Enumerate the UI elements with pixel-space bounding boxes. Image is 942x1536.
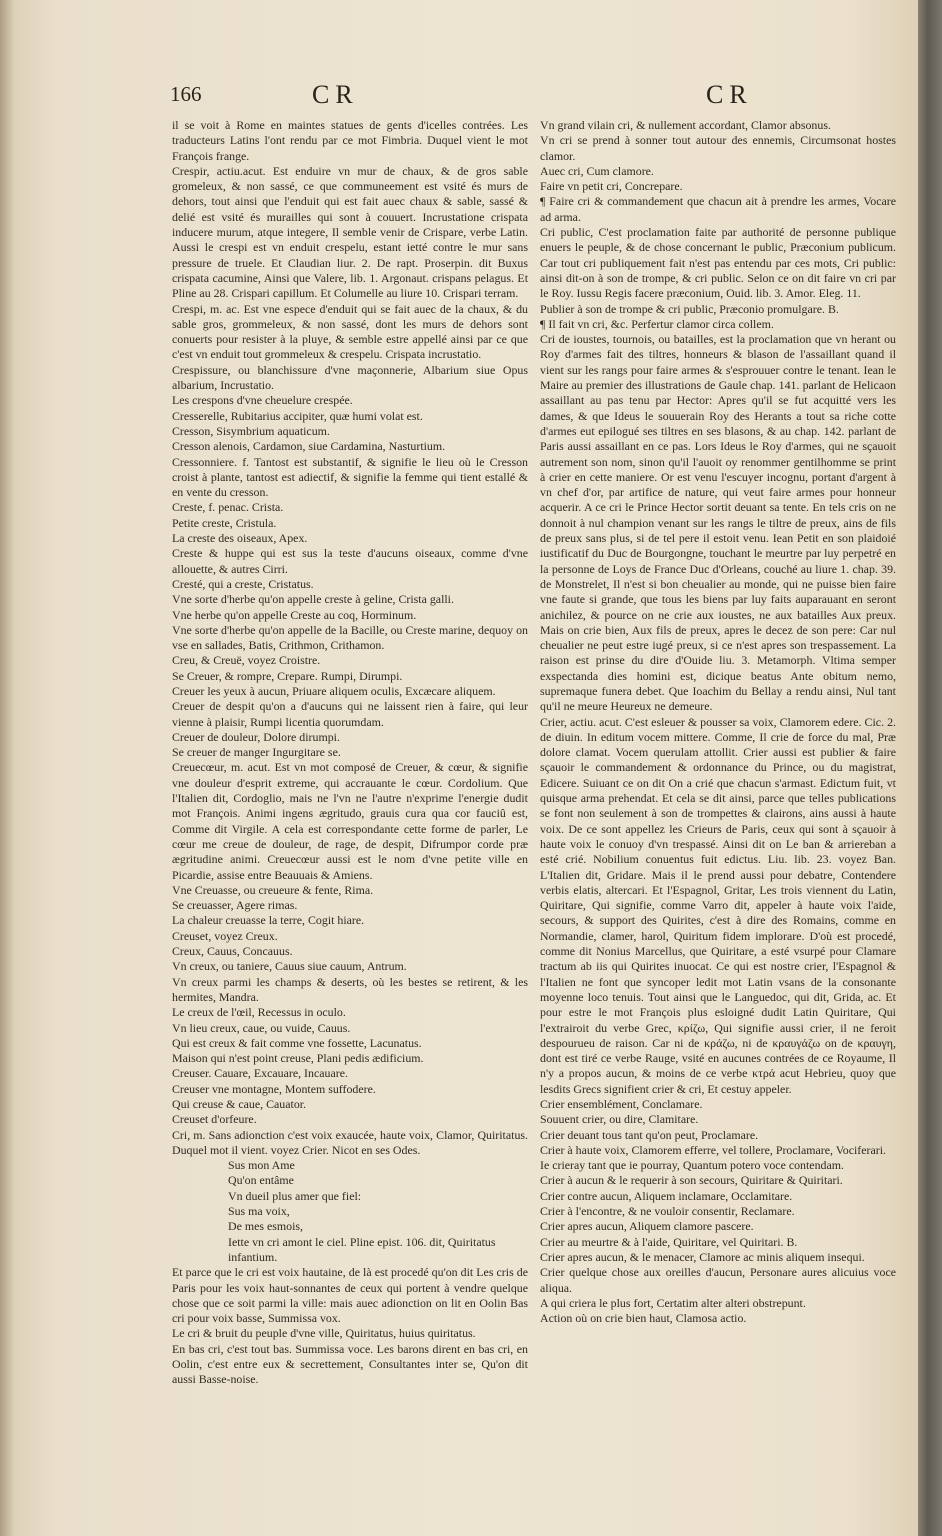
entry-text: Creux, Cauus, Concauus.	[172, 944, 293, 959]
entry-text: Vne herbe qu'on appelle Creste au coq, Horminum.	[172, 607, 417, 622]
entry-text: Crespissure, ou blanchissure d'vne maçonnerie, Albarium siue Opus albarium, Incrustatio.	[172, 362, 528, 393]
entry-text: Faire vn petit cri, Concrepare.	[540, 179, 683, 194]
entry-text: Cri de ioustes, tournois, ou batailles, est la proclamation que vn herant ou Roy d'armes fait des tiltres, honneurs & blason de l'assaillant quand il vient sur les rangs pour faire armes & s'esprouuer contre le tenant. Iean le Maire au premier des illustrations de Gaule chap. 141. parlant de Helicaon assaillant au pas tenu par Hector: Apres qu'il se fut acquitté vers les dames, & que Ideus le souuerain Roy des Herants a tout sa riche cotte d'armes eut epilogué ses tiltres en ses blasons, & au chap. 142. parlant de Paris aussi assaillant en ce pas. Lors Ideus le Roy d'armes, qui ne sçauoit autrement son nom, sinon qu'il l'auoit oy renommer gentilhomme se print à crier en cette maniere. Or est venu l'escuyer incognu, portant d'argent à vn chef d'or, par artifice de nature, qui veut faire armes pour honneur acquerir. A ce cri le Prince Hector sortit deuant sa tente. En tels cris on ne donnoit à nul champion venant sur les rangs le tiltre de preux, ains de fils de preux sans plus, si de tel pere il estoit venu. Iean Petit en son plaidoié iustificatif du Duc de Bourgongne, touchant le meurtre par luy perpetré en la personne de Loys de France Duc d'Orleans, couché au liure 1. chap. 39. de Monstrelet, Il n'est si bon cheualier au monde, qui ne puisse bien faire vne faute si grande, que tous les biens par luy faits auparauant en seront anichilez, & pource on ne crie aux ioustes, ne aux batailles Aux preux. Mais on crie bien, Aux fils de preux, apres le decez de son pere: Car nul cheualier ne peut estre iugé preux, si ce n'est apres son trespassement. La raison est prinse du dire d'Ouide liu. 3. Metamorph. Vltima semper exspectanda dies homini est, dicique beatus Ante obitum nemo, supremaque funera debet. Que Ioachim du Bellay a rendu ainsi, Nul tant qu'il ne meure Heureux ne demeure.	[540, 332, 896, 714]
entry-text: Auec cri, Cum clamore.	[540, 163, 654, 178]
entry-text: Creste, f. penac. Crista.	[172, 500, 284, 515]
entry-text: Se creuasser, Agere rimas.	[172, 898, 298, 913]
entry-text: Cri, m. Sans adionction c'est voix exaucée, haute voix, Clamor, Quiritatus. Duquel mot il vient. voyez Crier. Nicot en ses Odes.	[172, 1127, 528, 1157]
entry-text: Petite creste, Cristula.	[172, 515, 277, 530]
entry-text: A qui criera le plus fort, Certatim alter alteri obstrepunt.	[540, 1295, 806, 1310]
verse-line: Iette vn cri amont le ciel. Pline epist. 106. dit, Quiritatus infantium.	[228, 1234, 496, 1264]
running-head-right: CR	[706, 80, 753, 109]
entry-text: En bas cri, c'est tout bas. Summissa voce. Les barons dirent en bas cri, en Oolin, c'est entre eux & secrettement, Consultantes inter se, Qu'on dit aussi Basse-noise.	[172, 1341, 528, 1387]
entry-text: Souuent crier, ou dire, Clamitare.	[540, 1112, 699, 1127]
entry-text: Vn grand vilain cri, & nullement accordant, Clamor absonus.	[540, 118, 831, 132]
entry-text: Ie crieray tant que ie pourray, Quantum potero voce contendam.	[540, 1158, 844, 1173]
entry-text: ¶ Faire cri & commandement que chacun ait à prendre les armes, Vocare ad arma.	[540, 194, 896, 224]
entry-text: Crier au meurtre & à l'aide, Quiritare, vel Quiritari. B.	[540, 1234, 798, 1249]
entry-text: Qui creuse & caue, Cauator.	[172, 1097, 307, 1111]
entry-text: Crier, actiu. acut. C'est esleuer & pousser sa voix, Clamorem edere. Cic. 2. de diuin. In editum vocem mittere. Comme, Il crie de force du mal, Præ dolore clamat. Vocem querulam attollit. Crier aussi est publier & faire sçauoir le commandement & ordonnance du Prince, ou du magistrat, Edicere. Suiuant ce on dit On a crié que chacun s'armast. Edictum fuit, vt quisque arma prehendat. Et cela se dit ainsi, parce que telles publications se font non seulement à son de trompettes & clairons, ains aussi à haute voix. De ce sont appellez les Crieurs de Paris, ceux qui sont à sçauoir à haute voix le conuoy d'vn trespassé. Ainsi dit on Le ban & arriereban a esté crié. Nobilium conuentus fuit edictus. Liu. lib. 23. voyez Ban. L'Italien dit, Gridare. Mais il le prend aussi pour debatre, Contendere verbis elatis, altercari. Et l'Espagnol, Gritar, Les trois viennent du Latin, Quiritare, Qui signifie, comme Varro dit, appeler à haute voix l'aide, secours, & support des Quirites, c'est à dire des Romains, comme en Normandie, clamer, harol, Quiritum fidem implorare. D'où est procedé, comme dit Nonius Marcellus, que Quiritare, a esté vsurpé pour Clamare tractum ab iis qui Quirites inuocat. Ce qui est nostre crier, l'Espagnol & l'Italien ne font que syncoper ledit mot Latin vsans de la consonante moyenne loco tenuis. Tout ainsi que le Languedoc, qui dit, Grida, ac. Et pour estre le mot François plus esloigné dudit Latin Quiritare, Qui l'extrairoit du verbe Grec, κρίζω, Qui signifie aussi crier, il ne feroit despourueu de raison. Car ni de κράζω, ni de κραυγάζω on de κραυγη, dont est tiré ce verbe Rauge, vsité en aucunes contrées de ce Royaume, Il n'y a propos aucun, & moins de ce verbe κτρά acut Hebrieu, quoy que lesdits Grecs signifient crier & cri, Et cestuy appeler.	[540, 714, 896, 1096]
entry-text: Crier deuant tous tant qu'on peut, Proclamare.	[540, 1127, 759, 1142]
entry-text: Publier à son de trompe & cri public, Præconio promulgare. B.	[540, 301, 839, 316]
verse-line: Sus ma voix,	[228, 1204, 290, 1219]
entry-text: Creu, & Creuë, voyez Croistre.	[172, 653, 321, 668]
entry-text: La chaleur creuasse la terre, Cogit hiare.	[172, 913, 365, 928]
entry-text: Le creux de l'œil, Recessus in oculo.	[172, 1005, 346, 1020]
entry-text: Et parce que le cri est voix hautaine, de là est procedé qu'on dit Les cris de Paris pour les voix haut-sonnantes de ceux qui portent à vendre quelque chose que ce soit parmi la ville: mais auec adionction on lit en Oolin Bas cri pour voix basse, Summissa vox.	[172, 1265, 528, 1326]
entry-text: Crier quelque chose aux oreilles d'aucun, Personare aures alicuius voce aliqua.	[540, 1265, 896, 1295]
entry-text: Les crespons d'vne cheuelure crespée.	[172, 393, 353, 408]
page-number: 166	[170, 82, 202, 106]
page-edge-shadow	[0, 0, 14, 1536]
verse-line: Qu'on entâme	[228, 1173, 294, 1188]
entry-text: Creuer les yeux à aucun, Priuare aliquem oculis, Excæcare aliquem.	[172, 683, 496, 698]
entry-text: Cressonniere. f. Tantost est substantif, & signifie le lieu où le Cresson croist à plante, tantost est adiectif, & signifie la femme qui tient estallé & en vente du cresson.	[172, 454, 528, 500]
running-head-left: CR	[312, 80, 359, 109]
binding-gutter	[918, 0, 942, 1536]
entry-text: Creuser. Cauare, Excauare, Incauare.	[172, 1066, 348, 1081]
entry-text: Creuecœur, m. acut. Est vn mot composé de Creuer, & cœur, & signifie vne douleur d'esprit extreme, qui accrauante le cœur. Cordolium. Que l'Italien dit, Cordoglio, mais ne l'vn ne l'autre n'exprime l'energie dudit mot François. Animi ingens ægritudo, grauis cura qua cor fauciû est, Comme dit Virgile. A cela est correspondante cette forme de parler, Le cœur me creue de douleur, de rage, de despit, Difrumpor corde præ ægritudine animi. Creuecœur aussi est le nom d'vne petite ville en Picardie, assise entre Beauuais & Amiens.	[172, 760, 528, 882]
entry-text: Vne sorte d'herbe qu'on appelle creste à geline, Crista galli.	[172, 592, 454, 607]
entry-text: Vne Creuasse, ou creueure & fente, Rima.	[172, 882, 374, 897]
entry-text: ¶ Il fait vn cri, &c. Perfertur clamor circa collem.	[540, 316, 774, 331]
entry-text: Cri public, C'est proclamation faite par authorité de personne publique enuers le peuple, & de chose concernant le public, Præconium publicum. Car tout cri publiquement fait n'est pas entendu par ces mots, Cri public: ainsi dit-on à son de trompe, & cri public. Selon ce on dit faire vn cri par le Roy. Iussu Regis facere præconium, Ouid. lib. 3. Amor. Eleg. 11.	[540, 225, 896, 301]
verse-line: Sus mon Ame	[228, 1158, 295, 1173]
entry-text: Le cri & bruit du peuple d'vne ville, Quiritatus, huius quiritatus.	[172, 1326, 476, 1341]
entry-text: Vn creux, ou taniere, Cauus siue cauum, Antrum.	[172, 959, 407, 974]
verse-line: Vn dueil plus amer que fiel:	[228, 1188, 362, 1203]
entry-text: Qui est creux & fait comme vne fossette, Lacunatus.	[172, 1035, 422, 1050]
entry-text: Creuer de douleur, Dolore dirumpi.	[172, 729, 340, 744]
entry-text: Crier à aucun & le requerir à son secours, Quiritare & Quiritari.	[540, 1173, 843, 1188]
entry-text: Cresté, qui a creste, Cristatus.	[172, 576, 314, 591]
entry-text: Crier apres aucun, Aliquem clamore pascere.	[540, 1219, 754, 1234]
entry-text: Crier contre aucun, Aliquem inclamare, Occlamitare.	[540, 1188, 793, 1203]
entry-text: Se Creuer, & rompre, Crepare. Rumpi, Dirumpi.	[172, 668, 403, 683]
entry-text: Vne sorte d'herbe qu'on appelle de la Bacille, ou Creste marine, dequoy on vse en sallades, Batis, Crithmon, Crithamon.	[172, 622, 528, 653]
entry-text: Maison qui n'est point creuse, Plani pedis ædificium.	[172, 1051, 424, 1066]
entry-text: Vn lieu creux, caue, ou vuide, Cauus.	[172, 1020, 351, 1035]
entry-text: Crespir, actiu.acut. Est enduire vn mur de chaux, & de gros sable gromeleux, & non sassé, ce que communeement est vsité és murs de dehors, tout ainsi que l'enduit qui est fait auec chaux & sable, sassé & delié est vsité és murailles qui sont à couuert. Incrustatione crispata inducere murum, atque integere, Il semble venir de Crispare, verbe Latin. Aussi le crespi est vn enduit crespelu, estant ietté contre le mur sans pressure de truele. Et Claudian liur. 2. De rapt. Proserpin. dit Buxus crispata cacumine, Ainsi que Valere, lib. 1. Argonaut. crispans pelagus. Et Pline au 28. Crispari capillum. Et Columelle au liure 10. Crispari terram.	[172, 163, 528, 301]
verse-line: De mes esmois,	[228, 1219, 303, 1234]
entry-text: Se creuer de manger Ingurgitare se.	[172, 745, 341, 760]
entry-text: Crier à l'encontre, & ne vouloir consentir, Reclamare.	[540, 1204, 795, 1219]
entry-text: Cresson, Sisymbrium aquaticum.	[172, 423, 330, 438]
entry-text: Action où on crie bien haut, Clamosa actio.	[540, 1311, 747, 1326]
entry-text: Crier à haute voix, Clamorem efferre, vel tollere, Proclamare, Vociferari.	[540, 1142, 887, 1157]
entry-text: Creuset, voyez Creux.	[172, 928, 278, 943]
entry-text: Creuer de despit qu'on a d'aucuns qui ne laissent rien à faire, qui leur vienne à plaisir, Rumpi licentia quorumdam.	[172, 699, 528, 729]
entry-text: Vn creux parmi les champs & deserts, où les bestes se retirent, & les hermites, Mandra.	[172, 974, 528, 1004]
entry-text: Vn cri se prend à sonner tout autour des ennemis, Circumsonat hostes clamor.	[540, 133, 896, 163]
entry-text: Crier ensemblément, Conclamare.	[540, 1097, 703, 1111]
entry-text: Creste & huppe qui est sus la teste d'aucuns oiseaux, comme d'vne allouette, & autres Cirri.	[172, 546, 528, 576]
entry-text: il se voit à Rome en maintes statues de gents d'icelles contrées. Les traducteurs Latins l'ont rendu par ce mot Fimbria. Duquel vient le mot François frange.	[172, 118, 528, 163]
entry-text: Cresserelle, Rubitarius accipiter, quæ humi volat est.	[172, 408, 423, 423]
entry-text: Creuser vne montagne, Montem suffodere.	[172, 1081, 376, 1096]
entry-text: La creste des oiseaux, Apex.	[172, 531, 308, 546]
entry-text: Cresson alenois, Cardamon, siue Cardamina, Nasturtium.	[172, 439, 446, 454]
entry-text: Creuset d'orfeure.	[172, 1112, 257, 1127]
entry-text: Crier apres aucun, & le menacer, Clamore ac minis aliquem insequi.	[540, 1249, 865, 1264]
right-column	[540, 118, 896, 1326]
left-column	[172, 118, 528, 1388]
entry-text: Crespi, m. ac. Est vne espece d'enduit qui se fait auec de la chaux, & du sable gros, grommeleux, & non sassé, dont les murs de dehors sont conuerts pour resister à la pluye, & semble estre appellé ainsi par ce que c'est vn enduit tout grommeleux & crespelu. Crispata incrustatio.	[172, 301, 528, 362]
